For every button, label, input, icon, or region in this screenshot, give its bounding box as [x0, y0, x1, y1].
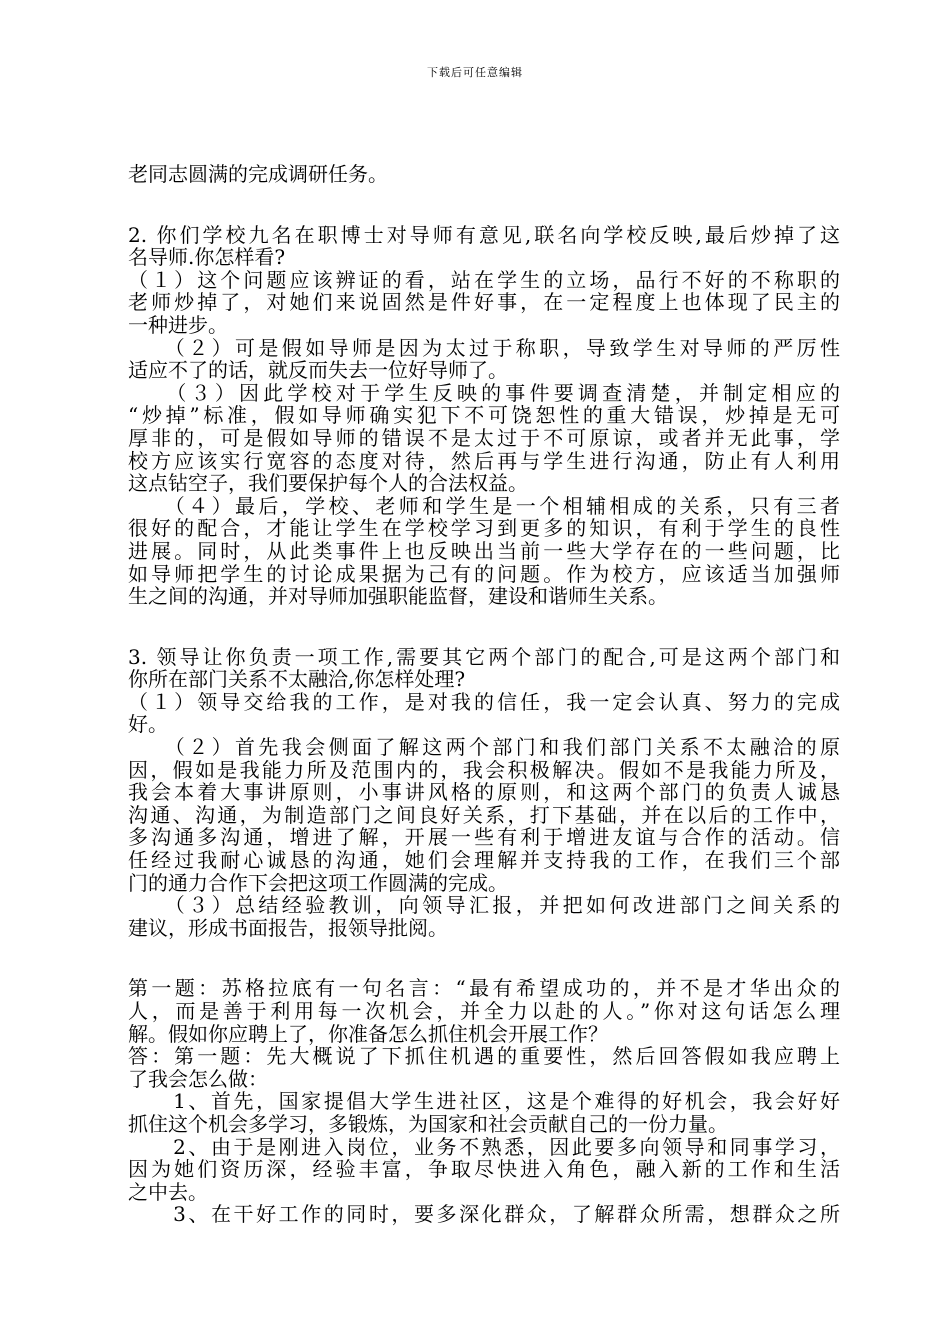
- answer-line: 很好的配合，才能让学生在学校学习到更多的知识，有利于学生的良性: [128, 516, 840, 541]
- question-title-line: 名导师.你怎样看?: [128, 245, 286, 270]
- answer-line: 3、在干好工作的同时，要多深化群众，了解群众所需，想群众之所: [128, 1202, 840, 1227]
- answer-line: 之中去。: [128, 1179, 208, 1204]
- answer-line: 沟通、沟通，为制造部门之间良好关系，打下基础，并在以后的工作中，: [128, 802, 840, 827]
- answer-line: 我会本着大事讲原则，小事讲风格的原则，和这两个部门的负责人诚恳: [128, 780, 840, 805]
- answer-line: 1、首先，国家提倡大学生进社区，这是个难得的好机会，我会好好: [128, 1089, 840, 1114]
- answer-line: 因为她们资历深，经验丰富，争取尽快进入角色，融入新的工作和生活: [128, 1157, 840, 1182]
- answer-line: （１）这个问题应该辨证的看，站在学生的立场，品行不好的不称职的: [128, 267, 840, 292]
- answer-line: 门的通力合作下会把这项工作圆满的完成。: [128, 870, 508, 895]
- answer-line: 厚非的，可是假如导师的错误不是太过于不可原谅，或者并无此事，学: [128, 425, 840, 450]
- answer-line: 抓住这个机会多学习，多锻炼，为国家和社会贡献自己的一份力量。: [128, 1111, 728, 1136]
- answer-line: （２）可是假如导师是因为太过于称职，导致学生对导师的严厉性: [128, 335, 840, 360]
- text-line: 老同志圆满的完成调研任务。: [128, 162, 388, 186]
- answer-line: 2、由于是刚进入岗位，业务不熟悉，因此要多向领导和同事学习，: [128, 1134, 840, 1159]
- answer-line: （４）最后，学校、老师和学生是一个相辅相成的关系，只有三者: [128, 493, 840, 518]
- answer-line: 任经过我耐心诚恳的沟通，她们会理解并支持我的工作，在我们三个部: [128, 848, 840, 873]
- answer-line: 适应不了的话，就反而失去一位好导师了。: [128, 358, 508, 383]
- document-body: [128, 163, 840, 1226]
- answer-line: 了我会怎么做：: [128, 1066, 268, 1091]
- question-title-line: 你所在部门关系不太融洽,你怎样处理?: [128, 667, 466, 692]
- answer-line: 老师炒掉了，对她们来说固然是件好事，在一定程度上也体现了民主的: [128, 290, 840, 315]
- answer-line: （２）首先我会侧面了解这两个部门和我们部门关系不太融洽的原: [128, 735, 840, 760]
- answer-line: 生之间的沟通，并对导师加强职能监督，建设和谐师生关系。: [128, 584, 668, 609]
- answer-line: 建议，形成书面报告，报领导批阅。: [128, 915, 448, 940]
- question-title-line: 2. 你们学校九名在职博士对导师有意见,联名向学校反映,最后炒掉了这: [128, 222, 840, 247]
- question-title-line: 人，而是善于利用每一次机会，并全力以赴的人。”你对这句话怎么理: [128, 999, 840, 1023]
- answer-line: 好。: [128, 712, 168, 737]
- answer-line: （３）总结经验教训，向领导汇报，并把如何改进部门之间关系的: [128, 893, 840, 918]
- answer-line: （３）因此学校对于学生反映的事件要调查清楚，并制定相应的: [128, 380, 840, 405]
- answer-line: 校方应该实行宽容的态度对待，然后再与学生进行沟通，防止有人利用: [128, 448, 840, 473]
- answer-line: 如导师把学生的讨论成果据为己有的问题。作为校方，应该适当加强师: [128, 561, 840, 586]
- answer-line: 因，假如是我能力所及范围内的，我会积极解决。假如不是我能力所及，: [128, 757, 840, 782]
- question-title-line: 3. 领导让你负责一项工作,需要其它两个部门的配合,可是这两个部门和: [128, 644, 840, 669]
- page-header: 下载后可任意编辑: [427, 66, 523, 79]
- answer-line: 答：第一题：先大概说了下抓住机遇的重要性，然后回答假如我应聘上: [128, 1044, 840, 1069]
- answer-line: （１）领导交给我的工作，是对我的信任，我一定会认真、努力的完成: [128, 689, 840, 714]
- answer-line: 进展。同时，从此类事件上也反映出当前一些大学存在的一些问题，比: [128, 538, 840, 563]
- question-title-line: 第一题：苏格拉底有一句名言：“最有希望成功的，并不是才华出众的: [128, 976, 840, 1001]
- answer-line: 多沟通多沟通，增进了解，开展一些有利于增进友谊与合作的活动。信: [128, 825, 840, 850]
- answer-line: 一种进步。: [128, 312, 228, 337]
- question-title-line: 解。假如你应聘上了，你准备怎么抓住机会开展工作？: [128, 1021, 608, 1046]
- answer-line: 这点钻空子，我们要保护每个人的合法权益。: [128, 471, 528, 496]
- answer-line: “炒掉”标准，假如导师确实犯下不可饶恕性的重大错误，炒掉是无可: [128, 403, 840, 428]
